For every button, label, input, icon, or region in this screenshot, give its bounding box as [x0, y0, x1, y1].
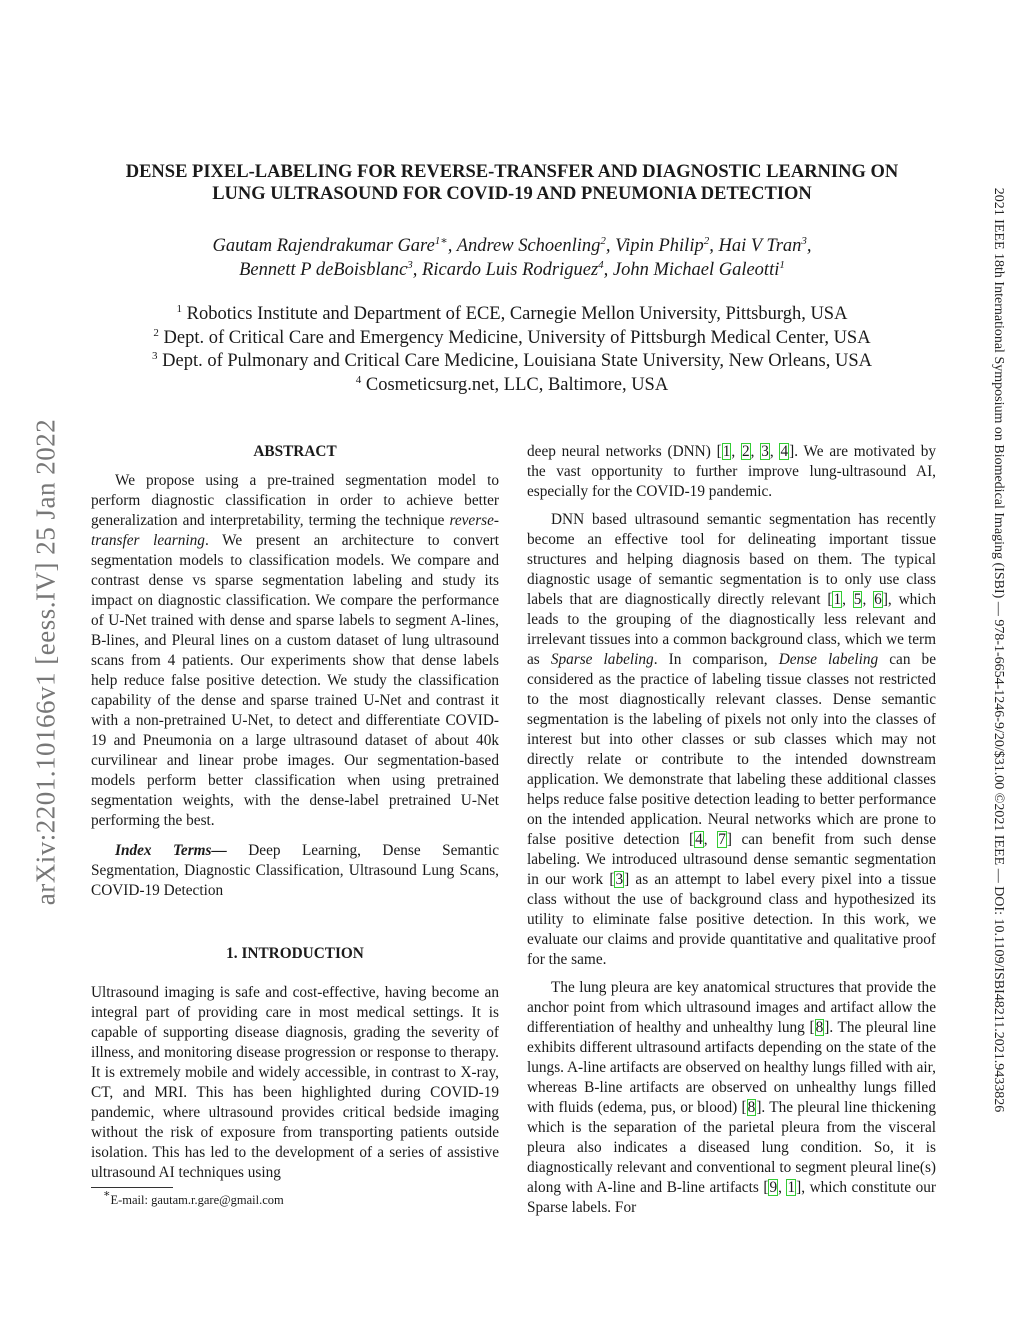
doi-stamp: 2021 IEEE 18th International Symposium on Biomedical Imaging (ISBI) — 978-1-6654-1246-9/20/$31.00 ©2021 IEEE — DOI: 10.1109/ISBI48211.2021.9433826	[991, 187, 1006, 1113]
footnote-mark: ∗	[103, 1188, 111, 1200]
affiliation-1	[80, 303, 944, 327]
arxiv-stamp: arXiv:2201.10166v1 [eess.IV] 25 Jan 2022	[30, 418, 61, 906]
citation-link[interactable]: 9	[769, 1179, 778, 1196]
text: The lung pleura are key anatomical structures that provide the anchor point from which ultrasound images and artifact allow the differentiation of healthy and unhealthy lung [	[527, 979, 936, 1036]
author-line-2: Bennett P deBoisblanc$^3$, Ricardo Luis Rodriguez$^4$, John Michael Galeotti$^1$	[239, 259, 785, 280]
abstract-emphasis: reverse-transfer learning	[91, 512, 499, 549]
term-sparse-labeling: Sparse labeling	[550, 651, 654, 668]
intro-body	[91, 983, 499, 1183]
affil-num: 1	[176, 303, 183, 315]
text: ], which leads to the grouping of the diagnostically less relevant and irrelevant tissues into a common background class, which we term as	[527, 591, 936, 668]
affiliation-4	[80, 374, 944, 398]
author-name: Andrew Schoenling	[456, 236, 601, 256]
text: ]. The pleural line thickening which is the separation of the parietal pleura from the visceral pleura also indicates a diseased lung condition. So, it is diagnostically relevant and conventional to segment pleural line(s) along with A-line and B-line artifacts [	[527, 1099, 936, 1196]
intro-heading: 1. INTRODUCTION	[226, 945, 364, 962]
text: DNN based ultrasound semantic segmentation has recently become an effective tool for delineating important tissue structures and helping diagnosis based on them. The typical diagnostic usage of semantic segmentation is to only use class labels that are diagnostically directly relevant [	[527, 511, 936, 608]
affil-num: 3	[152, 350, 158, 362]
intro-paragraph: Ultrasound imaging is safe and cost-effective, having become an integral part of providing care in most medical settings. It is capable of supporting disease diagnosis, grading the severity of illness, and monitoring disease progression or response to therapy. It is extremely mobile and widely accessible, in contrast to X-ray, CT, and MRI. This has been highlighted during COVID-19 pandemic, where ultrasound provides critical bedside imaging without the risk of exposure from transporting patients outside isolation. This has led to the development of a series of assistive ultrasound AI techniques using	[91, 984, 499, 1181]
citation-link[interactable]: 8	[747, 1099, 756, 1116]
abstract-paragraph	[91, 471, 499, 831]
right-paragraph-1: deep neural networks (DNN) [1, 2, 3, 4]. We are motivated by the vast opportunity to further improve lung-ultrasound AI, especially for the COVID-19 pandemic.	[527, 443, 937, 500]
author-sup: 3	[801, 235, 807, 247]
affil-text: Dept. of Pulmonary and Critical Care Medicine, Louisiana State University, New Orleans, USA	[162, 351, 872, 371]
affil-text: Dept. of Critical Care and Emergency Medicine, University of Pittsburgh Medical Center, USA	[163, 327, 871, 348]
right-paragraph-3: The lung pleura are key anatomical structures that provide the anchor point from which ultrasound images and artifact allow the differentiation of healthy and unhealthy lung [8]. The pleural line exhibits different ultrasound artifacts depending on the state of the lungs. A-line artifacts are observed on healthy lungs filled with air, whereas B-line artifacts are observed on unhealthy lungs filled with fluids (edema, pus, or blood) [8]. The pleural line thickening which is the separation of the parietal pleura from the visceral pleura also indicates a diseased lung condition. So, it is diagnostically relevant and conventional to segment pleural line(s) along with A-line and B-line artifacts [9, 1], which constitute our Sparse labels. For	[527, 979, 936, 1216]
right-column	[527, 442, 936, 1218]
index-terms	[91, 841, 499, 901]
author-name: Hai V Tran	[718, 236, 802, 256]
text: . In comparison,	[653, 651, 779, 668]
author-line-1: Gautam Rajendrakumar Gare$^{1∗}$, Andrew Schoenling$^2$, Vipin Philip$^2$, Hai V Tran$^3$,	[212, 235, 812, 256]
citation-link[interactable]: 2	[741, 443, 750, 460]
abstract-heading: ABSTRACT	[253, 443, 337, 460]
index-terms-text: Deep Learning, Dense Semantic Segmentation, Diagnostic Classification, Ultrasound Lung Scans, COVID-19 Detection	[91, 842, 499, 899]
citation-link[interactable]: 3	[761, 443, 769, 460]
text: ]. We are motivated by the vast opportunity to further improve lung-ultrasound AI, especially for the COVID-19 pandemic.	[527, 443, 937, 500]
author-sup: 2	[600, 235, 606, 247]
footnote-email: E-mail: gautam.r.gare@gmail.com	[110, 1193, 284, 1207]
affil-num: 2	[153, 326, 159, 339]
abstract-text-1: We propose using a pre-trained segmentation model to perform diagnostic classification in order to achieve better generalization and interpretability, terming the technique	[91, 472, 499, 529]
title-line-1: DENSE PIXEL-LABELING FOR REVERSE-TRANSFER AND DIAGNOSTIC LEARNING ON	[125, 162, 899, 182]
author-sup: 4	[598, 259, 604, 271]
citation-link[interactable]: 4	[780, 443, 789, 460]
paper-title	[80, 161, 944, 205]
text: ]. The pleural line exhibits different ultrasound artifacts depending on the state of the lungs. A-line artifacts are observed on healthy lungs filled with air, whereas B-line artifacts are observed on unhealthy lungs filled with fluids (edema, pus, or blood) [	[527, 1019, 936, 1116]
affil-num: 4	[355, 373, 362, 386]
author-sup: 1∗	[434, 235, 448, 247]
abstract-text-2: . We present an architecture to convert segmentation models to classification models. We compare and contrast dense vs sparse segmentation labeling and study its impact on diagnostic classification. We compare the performance of U-Net trained with dense and sparse labels to segment A-lines, B-lines, and Pleural lines on a custom dataset of lung ultrasound scans from 4 patients. Our experiments show that dense labels help reduce false positive detection. We study the classification capability of the dense and sparse trained U-Net and contrast it with a non-pretrained U-Net, to detect and differentiate COVID-19 and Pneumonia on a large ultrasound dataset of about 40k curvilinear and linear probe images. Our segmentation-based models perform better classification when using pretrained segmentation weights, with the dense-label pretrained U-Net performing the best.	[91, 532, 500, 829]
author-sup: 3	[407, 259, 413, 271]
affiliation-2	[80, 327, 944, 351]
text: ] can benefit from such dense labeling. We introduced ultrasound dense semantic segmentation in our work [	[527, 831, 937, 888]
author-name: Ricardo Luis Rodriguez	[422, 260, 599, 280]
text: ], which constitute our Sparse labels. For	[527, 1179, 936, 1216]
citation-link[interactable]: 5	[853, 591, 862, 608]
author-name: Gautam Rajendrakumar Gare	[212, 236, 435, 256]
author-name: John Michael Galeotti	[612, 260, 780, 280]
affil-text: Cosmeticsurg.net, LLC, Baltimore, USA	[365, 374, 669, 395]
affil-text: Robotics Institute and Department of ECE, Carnegie Mellon University, Pittsburgh, USA	[186, 304, 848, 324]
title-line-2: LUNG ULTRASOUND FOR COVID-19 AND PNEUMONIA DETECTION	[212, 184, 812, 204]
term-dense-labeling: Dense labeling	[778, 651, 879, 668]
citation-link[interactable]: 3	[615, 871, 624, 888]
text: ] as an attempt to label every pixel into a tissue class without the use of background class and hypothesized its utility to eliminate false positive detection. In this work, we evaluate our claims and provide quantitative and qualitative proof for the same.	[527, 871, 936, 968]
text: can be considered as the practice of labeling tissue classes not restricted to the most diagnostically relevant classes. Dense semantic segmentation is the labeling of pixels not only into the classes of interest but into other classes or sub classes which may not directly relate or contribute to the intended downstream application. We demonstrate that labeling these additional classes helps reduce false positive detection leading to better performance on the intended application. Neural networks which are prone to false positive detection [	[527, 651, 936, 848]
footnote	[103, 1188, 284, 1208]
citation-link[interactable]: 7	[718, 831, 726, 848]
author-sup: 2	[703, 235, 710, 247]
citation-link[interactable]: 1	[833, 591, 842, 608]
affiliations	[80, 303, 944, 397]
citation-link[interactable]: 1	[722, 443, 731, 460]
author-name: Vipin Philip	[615, 236, 704, 256]
right-paragraph-2: DNN based ultrasound semantic segmentation has recently become an effective tool for delineating important tissue structures and helping diagnosis based on them. The typical diagnostic usage of semantic segmentation is to only use class labels that are diagnostically directly relevant [1, 5, 6], which leads to the grouping of the diagnostically less relevant and irrelevant tissues into a common background class, which we term as Sparse labeling. In comparison, Dense labeling can be considered as the practice of labeling tissue classes not restricted to the most diagnostically relevant classes. Dense semantic segmentation is the labeling of pixels not only into the classes of interest but into other classes or sub classes which may not directly relate or contribute to the intended downstream application. We demonstrate that labeling these additional classes helps reduce false positive detection leading to better performance on the intended application. Neural networks which are prone to false positive detection [4, 7] can benefit from such dense labeling. We introduced ultrasound dense semantic segmentation in our work [3] as an attempt to label every pixel into a tissue class without the use of background class and hypothesized its utility to eliminate false positive detection. In this work, we evaluate our claims and provide quantitative and qualitative proof for the same.	[527, 511, 937, 968]
author-list	[80, 234, 944, 282]
abstract-body	[91, 471, 499, 901]
citation-link[interactable]: 8	[815, 1019, 824, 1036]
index-terms-label: Index Terms—	[115, 842, 227, 859]
author-name: Bennett P deBoisblanc	[239, 260, 408, 280]
citation-link[interactable]: 1	[787, 1179, 796, 1196]
affiliation-3	[80, 350, 944, 374]
citation-link[interactable]: 6	[874, 591, 882, 608]
author-sup: 1	[779, 259, 785, 271]
citation-link[interactable]: 4	[695, 831, 703, 848]
text: deep neural networks (DNN) [	[527, 443, 722, 460]
